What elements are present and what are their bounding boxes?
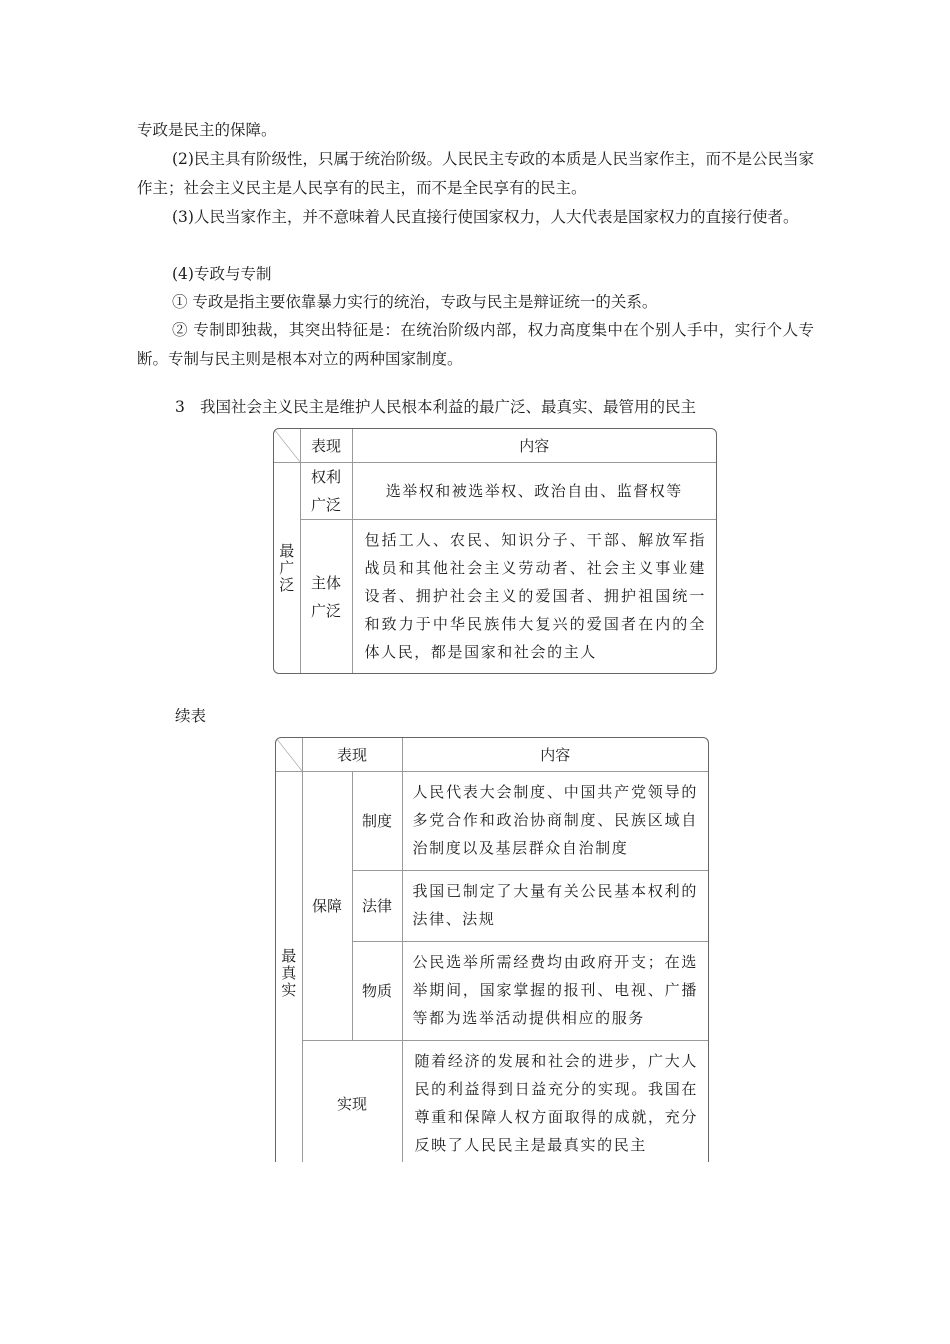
row-content: 人民代表大会制度、中国共产党领导的多党合作和政治协商制度、民族区域自治制度以及基层群众自治制度 [402,771,708,870]
header-corner [274,429,300,462]
row-content: 我国已制定了大量有关公民基本权利的法律、法规 [402,870,708,941]
paragraph-3: (3)人民当家作主，并不意味着人民直接行使国家权力，人大代表是国家权力的直接行使者。 [172,208,799,226]
row-label: 物质 [352,941,402,1040]
table-broadest [273,428,717,674]
table-most-real [275,737,709,1162]
paragraph-4: (4)专政与专制 [172,265,272,283]
header-content: 内容 [352,429,716,462]
continued-table-label: 续表 [175,707,207,725]
group-label-broadest: 最广泛 [274,462,300,674]
header-content: 内容 [402,738,708,771]
group-label-most-real: 最真实 [276,771,302,1162]
row-label: 法律 [352,870,402,941]
header-corner [276,738,302,771]
header-representation: 表现 [302,738,402,771]
section-title: 我国社会主义民主是维护人民根本利益的最广泛、最真实、最管用的民主 [200,398,697,416]
realization-label: 实现 [302,1040,402,1162]
section-number: 3 [175,398,185,416]
paragraph-1: 专政是民主的保障。 [137,121,277,139]
guarantee-label: 保障 [302,771,352,1040]
row-label: 权利 广泛 [300,462,352,519]
row-content: 包括工人、农民、知识分子、干部、解放军指战员和其他社会主义劳动者、社会主义事业建设者、拥护社会主义的爱国者、拥护祖国统一和致力于中华民族伟大复兴的爱国者在内的全体人民，都是国家和社会的主人 [352,519,716,674]
paragraph-6: ② 专制即独裁，其突出特征是：在统治阶级内部，权力高度集中在个别人手中，实行个人专断。专制与民主则是根本对立的两种国家制度。 [137,321,814,368]
section-heading [175,395,696,417]
realization-content: 随着经济的发展和社会的进步，广大人民的利益得到日益充分的实现。我国在尊重和保障人权方面取得的成就，充分反映了人民民主是最真实的民主 [402,1040,708,1162]
row-label: 主体 广泛 [300,519,352,674]
row-content: 选举权和被选举权、政治自由、监督权等 [352,462,716,519]
header-representation: 表现 [300,429,352,462]
paragraph-2: (2)民主具有阶级性，只属于统治阶级。人民民主专政的本质是人民当家作主，而不是公民当家作主；社会主义民主是人民享有的民主，而不是全民享有的民主。 [137,150,814,197]
paragraph-5: ① 专政是指主要依靠暴力实行的统治，专政与民主是辩证统一的关系。 [172,293,658,311]
row-content: 公民选举所需经费均由政府开支；在选举期间，国家掌握的报刊、电视、广播等都为选举活动提供相应的服务 [402,941,708,1040]
row-label: 制度 [352,771,402,870]
